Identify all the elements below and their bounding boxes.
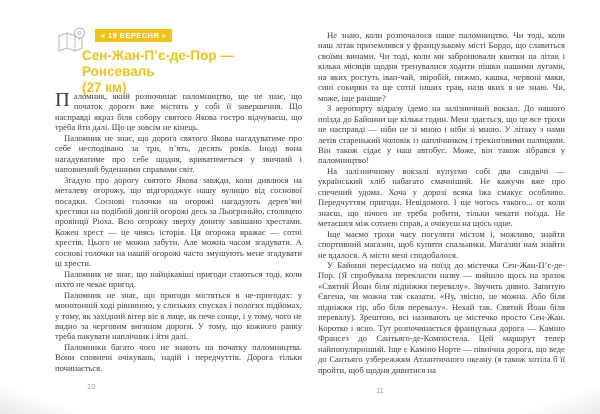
body-paragraph: Не знаю, коли розпочалося наше паломництво. Чи тоді, коли наш літак приземлився у французькому місті Бордо, що славиться своїми винами. Чи тоді, коли ми забронювали квитки на літак і кілька місяців щодня тренувалися ходити пішки нашими лугами, на яких ростуть іван-чай, звіробій, пижмо, кашка, червоні маки, сині сокирки та ще сотні інших трав, назв яких я не знаю. Чи, може, іще раніше? (318, 30, 565, 103)
page-corner-shadow-left (0, 386, 80, 414)
right-page-body (318, 30, 565, 375)
body-paragraph: З аеропорту відразу їдемо на залізничний вокзал. До нашого поїзда до Байонни ще кілька годин. Мені здається, що це все трохи не насправді — ніби не зі мною і ніби зі мною. У літаку з нами летів старенький чоловік із наплічником і трекінговими палицями. Він також сідає у наш автобус. Може, він також зібрався у паломництво! (318, 103, 565, 166)
page-number-right: 11 (376, 386, 384, 395)
body-paragraph: Паломник, який розпочинає паломництво, ще не знає, що початок дороги вже містить у собі її завершення. Що насправді якраз біля собору святого Якова гостро відчуваєш, що треба йти далі. Що це зовсім не кінець. (55, 89, 302, 133)
date-badge: « 19 ВЕРЕСНЯ » (95, 29, 172, 42)
body-paragraph: Згадую про дорогу святого Якова завжди, коли дивлюся на металеву огорожу, що відгороджує нашу вулицю від соснової посадки. Соснові голочки на огорожі нагадують дерев’яні хрестики на подібній довгій огорожі десь за Льогроньйо, столицею провінції Ріоха. Всю огорожу зверху донизу завішано хрестами. Кожен хрест — це чиясь історія. Ця огорожа вражає — сотні хрестів. Цього не можна забути. Але можна часом згадувати. А соснові голочки на нашій огорожі часто змушують мене згадувати ці хрести. (55, 174, 302, 269)
body-paragraph: Паломник не знає, що найцікавіші пригоди стаються тоді, коли ніхто не чекає пригод. (55, 268, 302, 290)
body-paragraph: На залізничному вокзалі купуємо собі два сандвічі — український хліб набагато смачніший. Не кажучи вже про спечений удома. Хоча у дорозі всяка їжа смакує особливо. Передчуттям пригоди. Невідомого. І ще чогось такого... от коли знаєш, що нічого не треба робити, тільки чекати поїзда. Не метаєшся між сотнею справ, а очікуєш на щось одне. (318, 165, 565, 229)
body-paragraph: Іще маємо трохи часу погуляти містом і, можливо, знайти спортивний магазин, щоб купити спальники. Магазин нам знайти не вдалося. А місто мені сподобалося. (318, 228, 565, 260)
chapter-distance: (27 км) (82, 80, 127, 95)
page-number-left: 10 (87, 382, 96, 391)
body-paragraph: Паломник не знає, що пригоди містяться в не-пригодах: у монотонній ході рівниною, у слизьких спусках і пологих підйомах, у тому, як західний вітер віє в лице, як пече сонце, і у тому, чого не видно за черговим вигином дороги. У тому, що кожного ранку треба пакувати наплічник і йти далі. (55, 289, 302, 342)
body-paragraph: Паломник не знає, що дорога святого Якова нагадуватиме про себе несподівано за три, п’ять, десять років. Іноді вона нагадуватиме про себе щодня, вриватиметься у звичний і наповнений буденними справами світ. (55, 132, 302, 175)
chapter-title (82, 48, 292, 96)
page-corner-shadow-right (520, 386, 600, 414)
left-page-body (55, 91, 302, 373)
body-paragraph: У Байонні пересідаємо на поїзд до містечка Сен-Жан-П’є-де-Пор. (Я спробувала перекласти назву — вийшло щось на зразок «Святий Йоан біля підніжжя перевалу». Звучить дивно. Запитую Євгена, чи можна так сказати. «Ну, звісно, не можна. Або біля підніжжя гір, або біля перевалу». Нехай так. Святий Йоан біля перевалу). Зрештою, всі називають це містечко просто Сен-Жан. Коротко і ясно. Тут розпочинається французька дорога — Каміно Франсез до Сантьяго-де-Компостела. Цей маршрут тепер найпопулярніший. Іще є Каміно Норте — північна дорога, що веде до Сантьяго узбережжям Атлантичного океану (я також хотіла б її пройти, щоб щодня дивитися на (318, 259, 565, 375)
body-paragraph: Паломники багато чого не знають на початку паломництва. Вони сповнені очікувань, надій і передчуттів. Дорога тільки починається. (55, 341, 302, 373)
chapter-title-text: Сен-Жан-П’є-де-Пор — Ронсеваль (82, 48, 234, 79)
